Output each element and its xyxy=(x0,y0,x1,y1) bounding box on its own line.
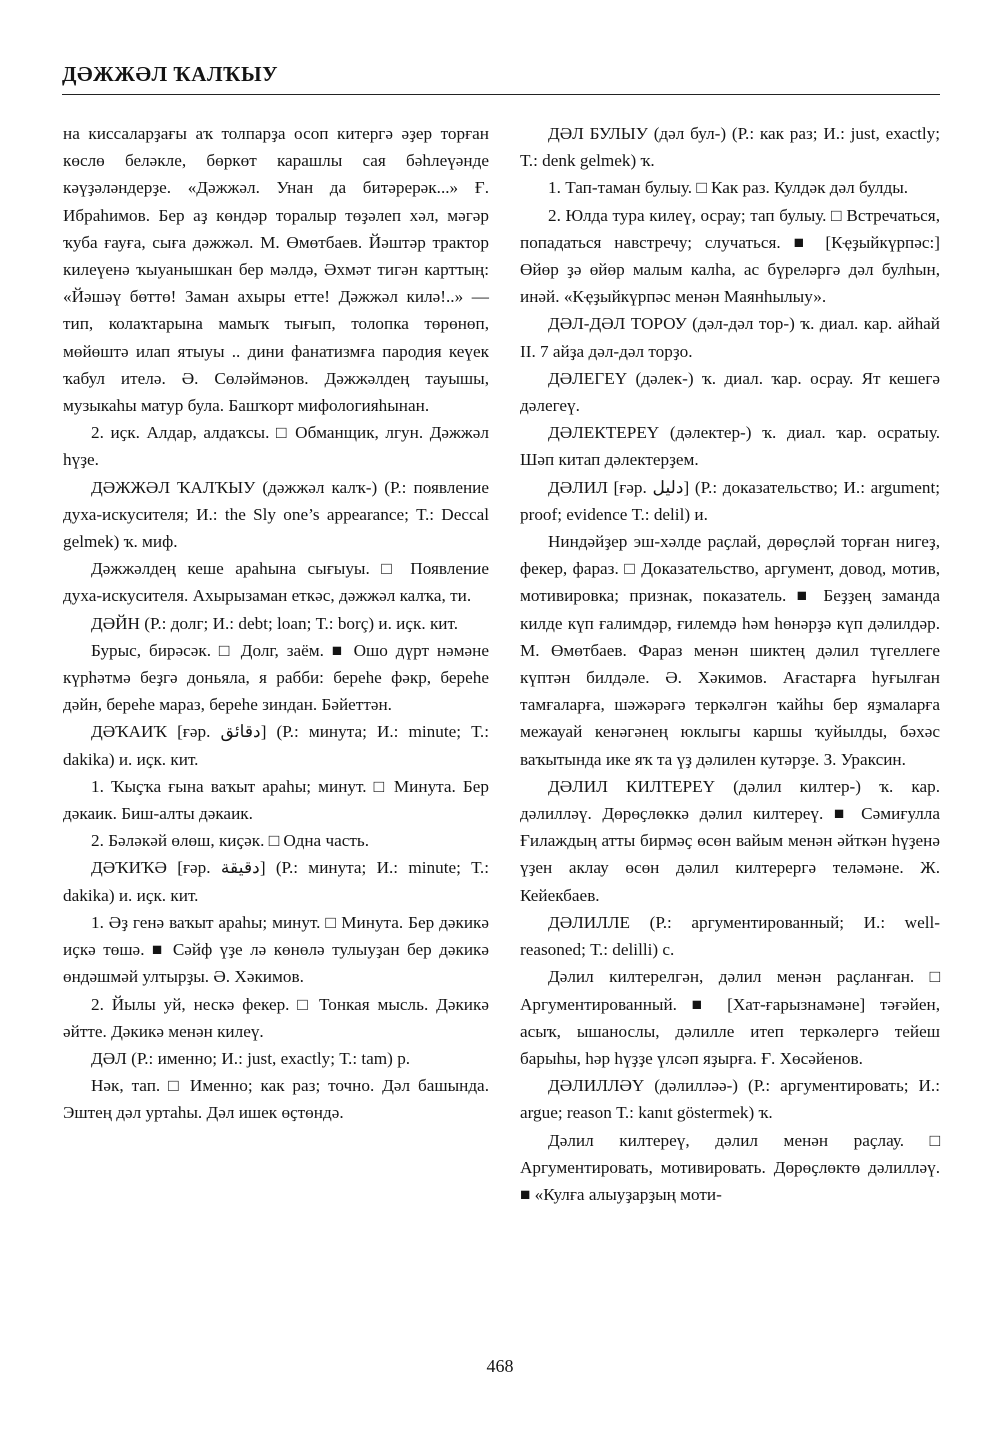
entry-paragraph: Бурыс, бирәсәк. □ Долг, заём. ■ Ошо дүрт нәмәне күрһәтмә беҙгә доньяла, я рабби: береһе фәкр, береһе дәйн, береһе мараз, береһе зиндан. Бәйеттән. xyxy=(63,640,489,715)
entry-paragraph: Дәжжәлдең кеше араһына сығыуы. □ Появление духа-искусителя. Ахырызаман еткәс, дәжжәл калҡа, ти. xyxy=(63,559,489,606)
entry-paragraph: 2. Юлда тура килеү, осрау; тап булыу. □ Встречаться, попадаться навстречу; случаться. ■ [Кҿҙыйкүрпәс:] Өйөр ҙә өйөр малым калһа, ас бүреләргә дәл булһын, инәй. «Кҿҙыйкүрпәс менән Маянһылыу». xyxy=(520,205,940,307)
entry-paragraph: Дәлил килтерелгән, дәлил менән раҫланған. □ Аргументированный. ■ [Хат-ғарызнамәне] тәғәйен, асыҡ, ышанослы, дәлилле итеп теркәлергә тейеш барыһы, һәр һүҙҙе үлсәп яҙырға. Ғ. Хөсәйенов. xyxy=(520,967,940,1068)
entry-headword: ДӘЛИЛЛӘҮ (дәлилләә-) (Р.: аргументировать; И.: argue; reason Т.: kanıt göstermek) ҡ. xyxy=(520,1076,940,1123)
entry-headword: ДӘЛЕКТЕРЕҮ (дәлектер-) ҡ. диал. ҡар. осратыу. Шәп китап дәлектерҙем. xyxy=(520,423,940,470)
entry-headword: ДӘҠИҠӘ [ғәр. دقيقة] (Р.: минута; И.: minute; Т.: dakika) и. иҫк. кит. xyxy=(63,858,490,905)
entry-paragraph: 1. Тап-таман булыу. □ Как раз. Кулдәк дәл булды. xyxy=(548,178,909,198)
left-column xyxy=(63,120,489,1127)
entry-headword: ДӘЙН (Р.: долг; И.: debt; loan; Т.: borç) и. иҫк. кит. xyxy=(91,613,459,633)
entry-headword: ДӘЖЖӘЛ ҠАЛҠЫУ (дәжжәл калҡ-) (Р.: появление духа-искусителя; И.: the Sly one’s appearance; Т.: Deccal gelmek) ҡ. миф. xyxy=(63,477,489,552)
entry-headword: ДӘЛ БУЛЫУ (дәл бул-) (Р.: как раз; И.: just, exactly; Т.: denk gelmek) ҡ. xyxy=(520,124,940,171)
entry-headword: ДӘЛ (Р.: именно; И.: just, exactly; Т.: tam) р. xyxy=(91,1048,411,1068)
entry-paragraph: Ниндәйҙер эш-хәлде раҫлай, дөрөҫләй торған нигеҙ, фекер, фараз. □ Доказательство, аргумент, довод, мотив, мотивировка; признак, показатель. ■ Беҙҙең заманда килде күп ғалимдәр, ғилемдә һәм һөнәрҙә күп дәлилдәр. М. Өмөтбаев. Фараз менән шиктең дәлил түгеллеге күптән билдәле. Ә. Хәкимов. Ағастарға һуғылған тамғаларға, шәжәрәгә теркәлгән ҡайһы бер яҙмаларға межауай кенәгәнең юклыгы каршы ҡуйылды, бәхәс ваҡытында ике яҡ та үҙ дәлилен кутәрҙе. З. Ураксин. xyxy=(520,532,940,769)
entry-headword: ДӘЛ-ДӘЛ ТОРОУ (дәл-дәл тор-) ҡ. диал. кар. айһай II. 7 айҙа дәл-дәл торҙо. xyxy=(520,314,940,361)
entry-headword: ДӘЛЕГЕҮ (дәлек-) ҡ. диал. ҡар. осрау. Ят кешегә дәлегеү. xyxy=(520,368,940,416)
entry-paragraph: 1. Ҡыҫҡа ғына ваҡыт араһы; минут. □ Минута. Бер дәкаик. Биш-алты дәкаик. xyxy=(63,776,489,824)
entry-paragraph: Нәк, тап. □ Именно; как раз; точно. Дәл башында. Эштең дәл уртаһы. Дәл ишек өҫтөндә. xyxy=(63,1076,489,1123)
entry-paragraph: 2. иҫк. Алдар, алдаҡсы. □ Обманщик, лгун. Дәжжәл һүҙе. xyxy=(63,423,489,470)
entry-paragraph: 1. Әҙ генә ваҡыт араһы; минут. □ Минута. Бер дәкикә иҫкә төшә. ■ Сәйф үҙе лә көнөлә тулыуҙан бер дәкикә өндәшмәй ултырҙы. Ә. Хәкимов. xyxy=(63,912,489,987)
entry-headword: ДӘЛИЛ КИЛТЕРЕҮ (дәлил килтер-) ҡ. кар. дәлилләү. Дөрөҫлөккә дәлил килтереү. ■ Сәмиғулла Ғилаждың атты бирмәҫ өсөн вайым менән әйткән һүҙенә үҙен аклау өсөн дәлил килтерергә теләмәне. Ж. Кейекбаев. xyxy=(520,776,940,905)
entry-headword: ДӘЛИЛ [ғәр. دليل] (Р.: доказательство; И.: argument; proof; evidence Т.: delil) и. xyxy=(520,477,940,524)
entry-paragraph: 2. Йылы уй, нескә фекер. □ Тонкая мысль. Дәкикә әйтте. Дәкикә менән килеү. xyxy=(63,994,489,1041)
entry-headword: ДӘЛИЛЛЕ (Р.: аргументированный; И.: well-reasoned; Т.: delilli) с. xyxy=(520,912,940,960)
running-head: ДӘЖЖӘЛ ҠАЛҠЫУ xyxy=(62,62,279,86)
entry-headword: ДӘҠАИҠ [ғәр. دقائق] (Р.: минута; И.: minute; Т.: dakika) и. иҫк. кит. xyxy=(63,722,490,769)
right-column xyxy=(520,120,940,1208)
entry-paragraph: 2. Бәләкәй өлөш, киҫәк. □ Одна часть. xyxy=(91,831,369,851)
page-number: 468 xyxy=(486,1356,514,1376)
entry-paragraph: на киссаларҙағы аҡ толпарҙа осоп китергә әҙер торған көслө беләкле, бөркөт карашлы сая бәһлеүәнде кәүҙәләндерҙе. «Дәжжәл. Унан да битәрерәк...» Ғ. Ибраһимов. Бер аҙ көндәр торалыр төҙәлеп хәл, мәгәр ҡуба ғауға, сыға дәжжәл. М. Өмөтбаев. Йәштәр трактор килеүенә ҡыуанышкан бер мәлдә, Әхмәт тигән карттың: «Йәшәү бөттө! Заман ахыры етте! Дәжжәл килә!..» — тип, колаҡтарына мамыҡ тығып, толопка төрөнөп, мөйөштә илап ятыуы .. дини фанатизмға пародия кеүек ҡабул ителә. Ә. Сөләймәнов. Дәжжәлдең тауышы, музыкаһы матур була. Башҡорт мифологияһынан. xyxy=(63,124,489,416)
header-rule xyxy=(62,94,940,95)
entry-paragraph: Дәлил килтереү, дәлил менән раҫлау. □ Аргументировать, мотивировать. Дөрөҫлөктө дәлилләү. ■ «Кулға алыуҙарҙың моти- xyxy=(520,1130,940,1204)
